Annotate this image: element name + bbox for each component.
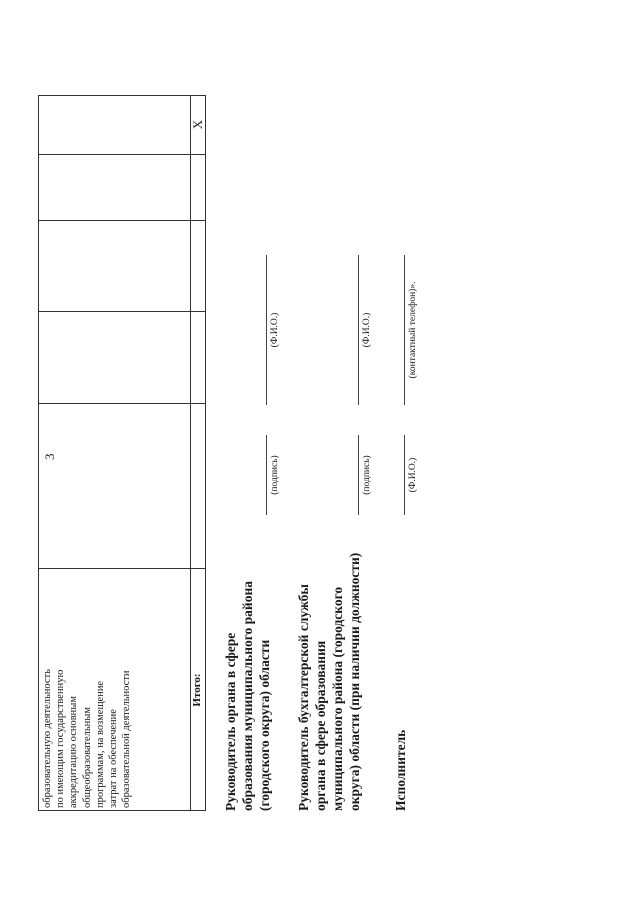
table-border-bottom xyxy=(205,95,206,811)
executor-title: Исполнитель xyxy=(393,729,408,811)
executor-phone-caption: (контактный телефон)». xyxy=(408,281,418,379)
title-line: Руководитель бухгалтерской службы xyxy=(296,584,311,811)
table-cell-text-line: общеобразовательным xyxy=(81,707,93,808)
table-total-label: Итого: xyxy=(191,673,203,707)
table-total-x-mark: X xyxy=(190,119,205,130)
table-col-divider xyxy=(38,154,206,155)
table-border-top xyxy=(38,95,39,811)
accountant-signature-line xyxy=(358,435,359,515)
table-cell-text-line: аккредитацию основным xyxy=(68,696,80,808)
head-name-line xyxy=(266,255,267,405)
title-line: округа) области (при наличии должности) xyxy=(347,552,362,811)
accountant-signature-caption: (подпись) xyxy=(362,455,372,495)
table-row-header-cell xyxy=(41,568,133,811)
table-border-right xyxy=(38,95,206,96)
executor-phone-line xyxy=(404,255,405,405)
accountant-name-line xyxy=(358,255,359,405)
head-signature-caption: (подпись) xyxy=(270,455,280,495)
title-line: Руководитель органа в сфере xyxy=(223,632,238,811)
table-col-divider xyxy=(38,311,206,312)
head-signature-title xyxy=(222,511,273,811)
title-line: муниципального района (городского xyxy=(330,586,345,811)
title-line: органа в сфере образования xyxy=(313,640,328,811)
head-name-caption: (Ф.И.О.) xyxy=(270,312,280,348)
table-col-divider xyxy=(38,220,206,221)
table-cell-text-line: программам, на возмещение xyxy=(94,680,106,808)
table-cell-text-line: образовательную деятельность xyxy=(42,669,53,808)
table-cell-text-line: образовательной деятельности xyxy=(121,670,133,808)
accountant-signature-title xyxy=(295,511,363,811)
executor-name-line xyxy=(404,435,405,515)
funding-table xyxy=(38,95,206,811)
table-col-divider xyxy=(38,403,206,404)
title-line: образования муниципального района xyxy=(240,581,255,811)
table-cell-text-line: по имеющим государственную xyxy=(55,669,67,808)
table-cell-text-line: затрат на обеспечение xyxy=(108,709,120,808)
page-number: 3 xyxy=(42,453,57,460)
executor-name-caption: (Ф.И.О.) xyxy=(408,457,418,493)
title-line: (городского округа) области xyxy=(257,639,272,811)
accountant-name-caption: (Ф.И.О.) xyxy=(362,312,372,348)
head-signature-line xyxy=(266,435,267,515)
